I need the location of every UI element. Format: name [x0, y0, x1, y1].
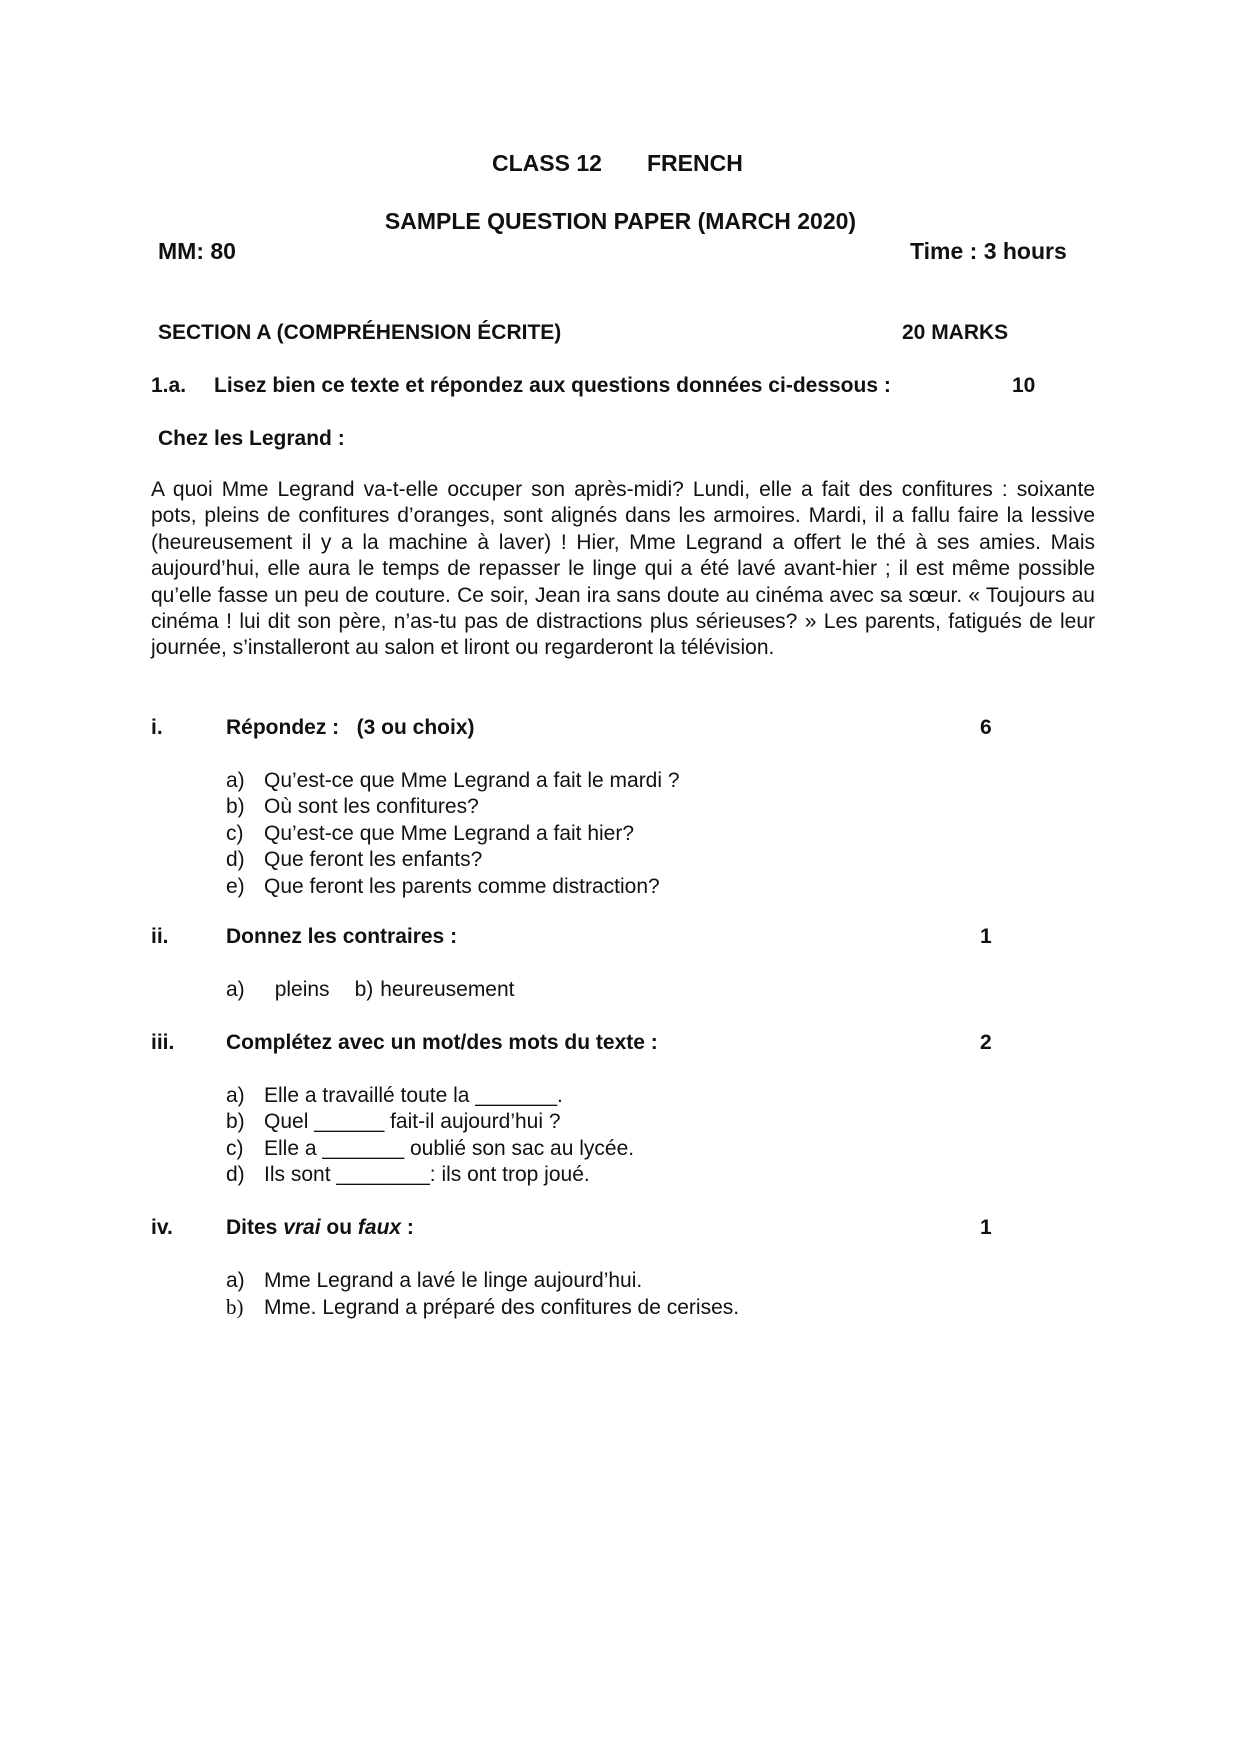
- subquestion-heading-i-text: Répondez : (3 ou choix): [226, 716, 475, 739]
- list-item: [226, 821, 680, 847]
- item-label: d): [226, 848, 245, 872]
- max-marks: MM: 80: [158, 238, 236, 264]
- item-label: c): [226, 821, 244, 845]
- subquestion-heading-iv: [226, 1215, 414, 1241]
- item-label: b): [226, 1110, 245, 1134]
- item-text: Mme Legrand a lavé le linge aujourd’hui.: [264, 1269, 643, 1292]
- question-list-iv: [226, 1268, 739, 1321]
- list-item: [226, 1109, 634, 1135]
- question-instruction: Lisez bien ce texte et répondez aux questions données ci-dessous :: [214, 374, 891, 397]
- question-list-i: [226, 768, 680, 900]
- item-text: Que feront les parents comme distraction?: [264, 874, 660, 898]
- item-label: a): [226, 769, 245, 792]
- list-item: [226, 1083, 634, 1109]
- item-text: Elle a travaillé toute la _______.: [264, 1084, 563, 1107]
- heading-part: Dites: [226, 1216, 284, 1239]
- paper-title-text: SAMPLE QUESTION PAPER (MARCH 2020): [384, 208, 857, 234]
- item-label: c): [226, 1136, 244, 1160]
- time-allowed: Time : 3 hours: [910, 238, 1067, 264]
- item-text: Quel ______ fait-il aujourd’hui ?: [264, 1110, 561, 1134]
- question-number: 1.a.: [151, 374, 187, 397]
- subquestion-marks-iv: 1: [980, 1216, 992, 1239]
- subquestion-marks-ii: 1: [980, 925, 992, 948]
- item-text: Que feront les enfants?: [264, 848, 483, 872]
- list-item: [226, 1268, 739, 1294]
- subquestion-heading-ii: Donnez les contraires :: [226, 925, 458, 948]
- item-text: Mme. Legrand a préparé des confitures de cerises.: [264, 1296, 740, 1320]
- item-text: Ils sont ________: ils ont trop joué.: [264, 1163, 590, 1187]
- item-label: b): [226, 1295, 244, 1320]
- list-item: [226, 794, 680, 820]
- question-list-iii: [226, 1083, 634, 1189]
- heading-vrai: vrai: [283, 1216, 321, 1239]
- item-label: b): [226, 795, 245, 819]
- item-label: a): [226, 1269, 245, 1292]
- passage-text: A quoi Mme Legrand va-t-elle occuper son après-midi? Lundi, elle a fait des confitures : soixante pots, pleins de confitures d’oranges, sont alignés dans les armoires. Mardi, il a fallu faire la lessive (heureusement il y a la machine à laver) ! Hier, Mme Legrand a offert le thé à ses amies. Mais aujourd’hui, elle aura le temps de repasser le linge qui a été lavé avant-hier ; il est même possible qu’elle fasse un peu de couture. Ce soir, Jean ira sans doute au cinéma avec sa sœur. « Toujours au cinéma ! lui dit son père, n’as-tu pas de distractions plus sérieuses? » Les parents, fatigués de leur journée, s’installeront au salon et liront ou regarderont la télévision.: [151, 478, 1095, 660]
- subquestion-heading-i: [226, 715, 475, 741]
- item-label: e): [226, 874, 245, 898]
- heading-faux: faux: [357, 1216, 402, 1239]
- heading-part: :: [401, 1216, 414, 1239]
- subject-label: FRENCH: [647, 150, 743, 176]
- item-text: pleins: [274, 978, 330, 1001]
- opposites-row: [226, 977, 515, 1003]
- item-label: b): [354, 978, 374, 1001]
- list-item: [226, 1136, 634, 1162]
- heading-part: ou: [320, 1216, 358, 1239]
- item-text: Elle a _______ oublié son sac au lycée.: [264, 1136, 635, 1160]
- item-text: Où sont les confitures?: [264, 795, 479, 819]
- question-marks: 10: [1012, 374, 1036, 397]
- item-label: a): [226, 1084, 245, 1107]
- paper-title: [0, 208, 1241, 234]
- subquestion-number-i: i.: [151, 716, 163, 739]
- section-a-title: SECTION A (COMPRÉHENSION ÉCRITE): [158, 321, 562, 344]
- subquestion-marks-iii: 2: [980, 1031, 992, 1054]
- item-label: d): [226, 1163, 245, 1187]
- subquestion-number-iv: iv.: [151, 1216, 173, 1239]
- item-text: Qu’est-ce que Mme Legrand a fait hier?: [264, 821, 635, 845]
- subquestion-number-iii: iii.: [151, 1031, 175, 1054]
- passage-title: Chez les Legrand :: [158, 427, 345, 450]
- subquestion-heading-iii: Complétez avec un mot/des mots du texte :: [226, 1031, 658, 1054]
- list-item: [226, 874, 680, 900]
- list-item: [226, 1294, 739, 1320]
- subquestion-number-ii: ii.: [151, 925, 169, 948]
- subquestion-marks-i: 6: [980, 716, 992, 739]
- item-label: a): [226, 978, 245, 1001]
- class-label: CLASS 12: [492, 150, 602, 176]
- section-a-marks: 20 MARKS: [902, 321, 1009, 344]
- list-item: [226, 768, 680, 794]
- list-item: [226, 1162, 634, 1188]
- item-text: Qu’est-ce que Mme Legrand a fait le mardi ?: [264, 769, 680, 792]
- list-item: [226, 847, 680, 873]
- item-text: heureusement: [380, 978, 515, 1001]
